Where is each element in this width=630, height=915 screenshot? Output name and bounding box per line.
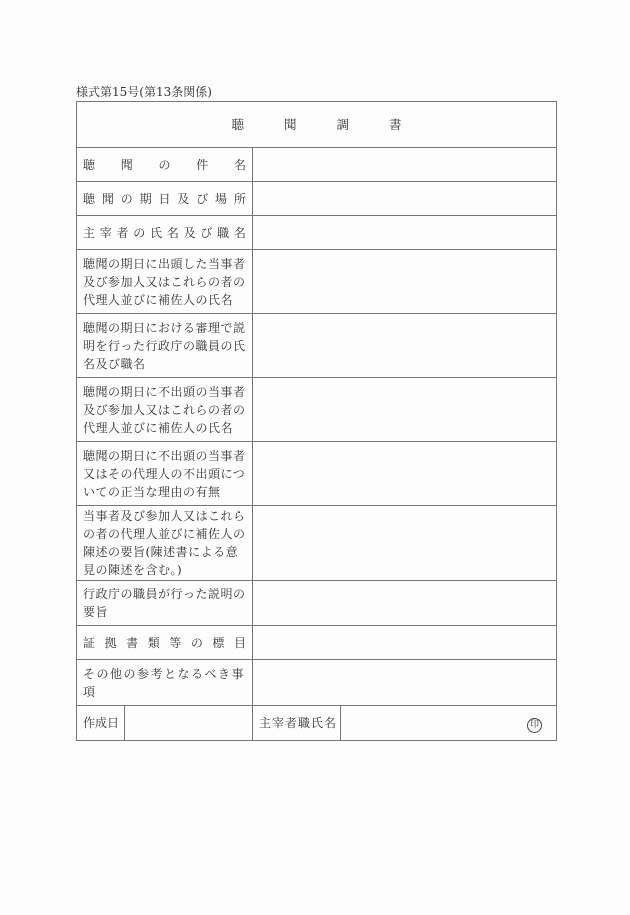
label-char: 期 [139,191,152,206]
label-char: の [190,635,203,650]
label-char: 名 [166,225,179,240]
form-title [77,102,557,148]
label-char: 場 [215,191,228,206]
label-char: 証 [83,635,96,650]
row-label-presider-name-title [77,216,253,250]
case-name-field[interactable] [253,148,557,182]
label-char: の [133,225,146,240]
title-char: 書 [389,116,402,132]
label-char: び [196,191,209,206]
presider-name-title-field[interactable] [253,216,557,250]
creation-date-label: 作成日 [77,706,125,741]
seal-icon: 印 [527,718,542,733]
label-char: 件 [196,157,209,172]
label-char: 聴 [83,157,96,172]
label-char: 類 [147,635,160,650]
absentees-field[interactable] [253,378,557,442]
label-char: 及 [183,225,196,240]
label-char: の [158,157,171,172]
label-char: 主 [83,225,96,240]
row-label-explaining-officials: 聴聞の期日における審理で説明を行った行政庁の職員の氏名及び職名 [77,314,253,378]
title-char: 聴 [231,116,244,132]
label-char: 聞 [120,157,133,172]
label-char: 名 [233,225,246,240]
title-char: 聞 [283,116,297,132]
label-char: 所 [233,191,246,206]
row-label-official-explanation: 行政庁の職員が行った説明の要旨 [77,581,253,626]
label-char: 氏 [150,225,163,240]
label-char: 職 [217,225,230,240]
label-char: 拠 [104,635,117,650]
title-char: 調 [336,116,350,132]
label-char: び [200,225,213,240]
form-caption: 様式第15号(第13条関係) [76,85,212,99]
presider-label: 主宰者職氏名 [253,706,341,741]
label-char: 宰 [99,225,112,240]
label-char: 名 [233,157,246,172]
row-label-case-name [77,148,253,182]
label-char: 等 [169,635,182,650]
label-char: 聞 [101,191,114,206]
official-explanation-field[interactable] [253,581,557,626]
row-label-other-matters: その他の参考となるべき事項 [77,660,253,706]
row-label-date-place [77,182,253,216]
label-char: 書 [126,635,139,650]
absence-reason-field[interactable] [253,442,557,506]
creation-date-field[interactable] [125,706,253,741]
label-char: の [120,191,133,206]
presider-signature-field[interactable] [341,706,557,741]
explaining-officials-field[interactable] [253,314,557,378]
attendees-field[interactable] [253,250,557,314]
label-char: 聴 [83,191,96,206]
row-label-evidence-list [77,626,253,660]
label-char: 標 [212,635,225,650]
label-char: 及 [177,191,190,206]
other-matters-field[interactable] [253,660,557,706]
hearing-record-form [76,101,557,741]
label-char: 日 [158,191,171,206]
row-label-attendees: 聴聞の期日に出頭した当事者及び参加人又はこれらの者の代理人並びに補佐人の氏名 [77,250,253,314]
label-char: 者 [116,225,129,240]
statement-summary-field[interactable] [253,506,557,581]
row-label-statement-summary: 当事者及び参加人又はこれらの者の代理人並びに補佐人の陳述の要旨(陳述書による意見の陳述を含む。) [77,506,253,581]
row-label-absentees: 聴聞の期日に不出頭の当事者及び参加人又はこれらの者の代理人並びに補佐人の氏名 [77,378,253,442]
date-place-field[interactable] [253,182,557,216]
evidence-list-field[interactable] [253,626,557,660]
label-char: 目 [233,635,246,650]
row-label-absence-reason: 聴聞の期日に不出頭の当事者又はその代理人の不出頭についての正当な理由の有無 [77,442,253,506]
